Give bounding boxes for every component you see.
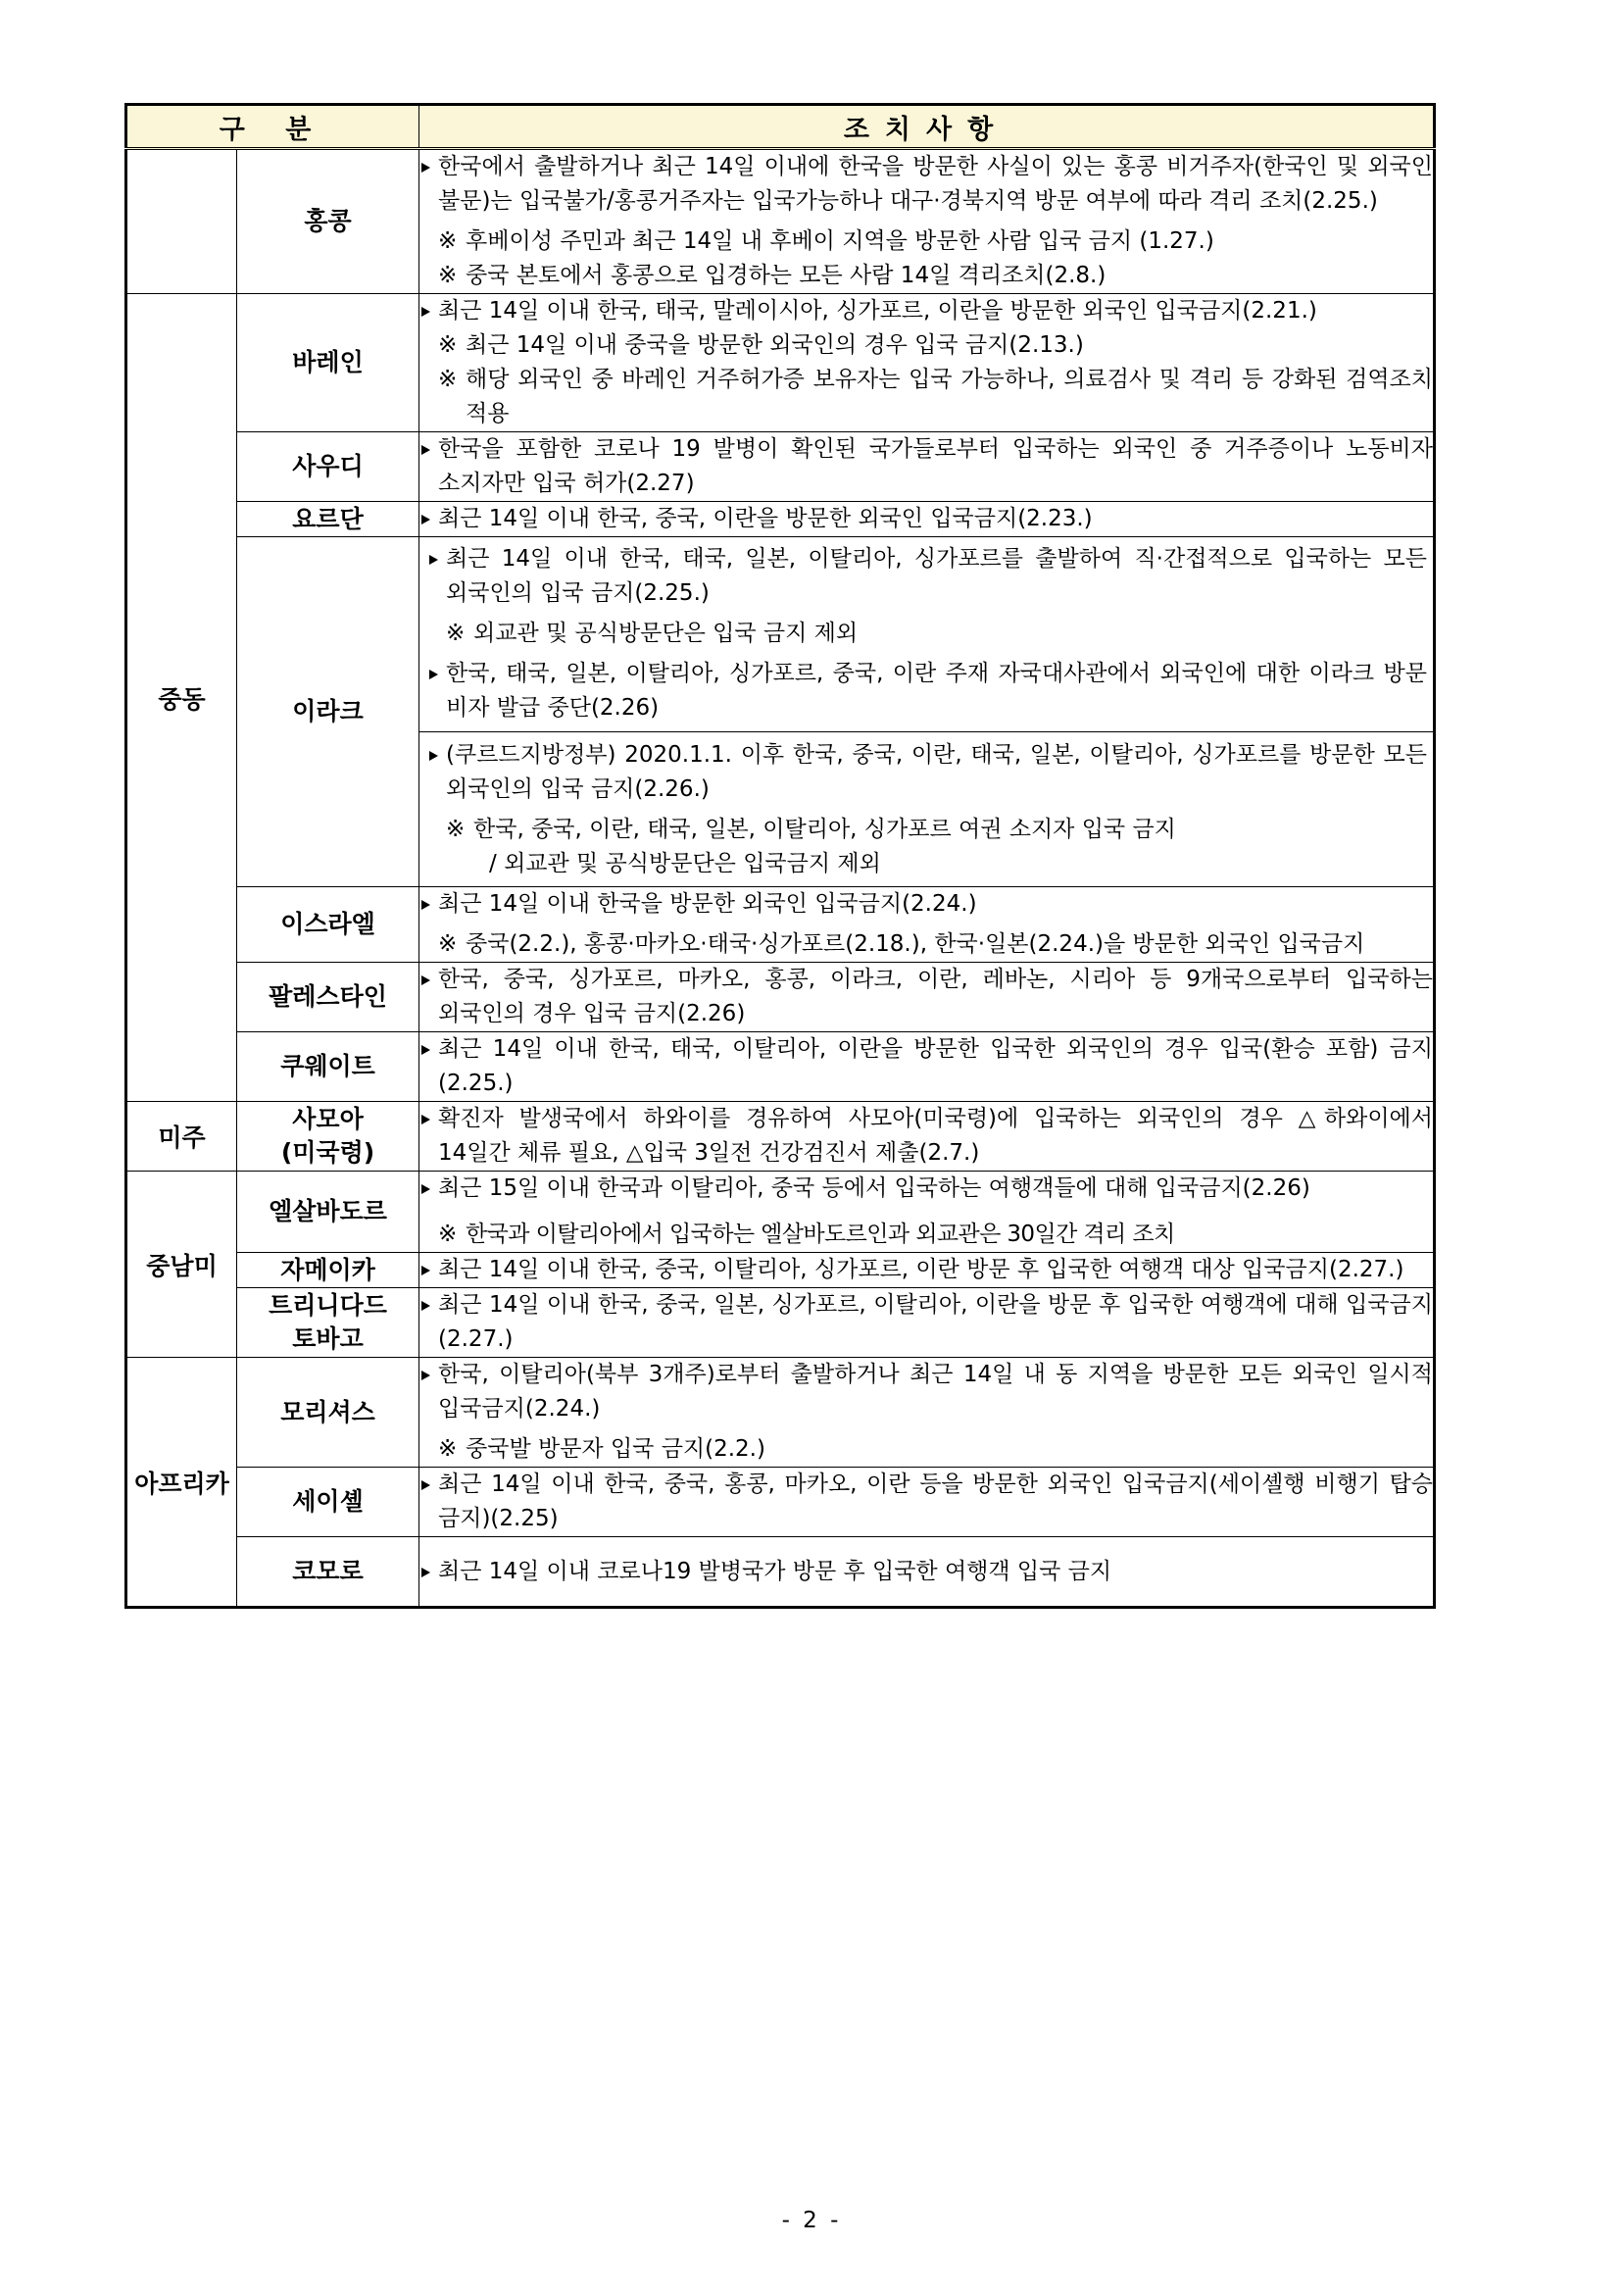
measures-iraq [419,537,1435,887]
note-text: 한국과 이탈리아에서 입국하는 엘살바도르인과 외교관은 30일간 격리 조치 [466,1222,1175,1247]
note-item [427,813,1427,847]
table-header-row [126,105,1435,149]
country-hongkong: 홍콩 [237,149,419,294]
measures-jamaica [419,1253,1435,1288]
note-item [419,328,1433,363]
measures-samoa [419,1102,1435,1172]
region-middle-east: 중동 [126,294,237,1102]
bullet-item: 최근 14일 이내 코로나19 발병국가 방문 후 입국한 여행객 입국 금지 [419,1555,1433,1589]
iraq-kurdistan-block [419,732,1433,886]
note-text: 해당 외국인 중 바레인 거주허가증 보유자는 입국 가능하나, 의료검사 및 격리 등 강화된 검역조치 적용 [466,367,1433,426]
note-mark: ※ [438,1222,457,1247]
note-item [419,1432,1433,1467]
note-mark: ※ [438,1436,458,1462]
note-mark: ※ [446,621,466,646]
note-text: 최근 14일 이내 중국을 방문한 외국인의 경우 입국 금지(2.13.) [466,332,1084,358]
table-row [126,963,1435,1032]
header-division: 구 분 [126,105,419,149]
bullet-item: 최근 14일 이내 한국, 중국, 홍콩, 마카오, 이란 등을 방문한 외국인 입국금지(세이셸행 비행기 탑승 금지)(2.25) [419,1468,1433,1536]
table-row [126,294,1435,432]
note-continuation: / 외교관 및 공식방문단은 입국금지 제외 [489,851,881,876]
table-row [126,502,1435,537]
measures-palestine [419,963,1435,1032]
measures-trinidad-tobago [419,1288,1435,1358]
region-africa: 아프리카 [126,1358,237,1608]
country-israel: 이스라엘 [237,887,419,963]
country-elsalvador: 엘살바도르 [237,1172,419,1253]
country-name-line1: 사모아 [292,1105,364,1133]
country-seychelles: 세이셸 [237,1468,419,1537]
bullet-item: 최근 14일 이내 한국, 중국, 이란을 방문한 외국인 입국금지(2.23.) [419,502,1433,536]
table-row [126,149,1435,294]
bullet-item: 최근 14일 이내 한국을 방문한 외국인 입국금지(2.24.) [419,887,1433,922]
note-text: 한국, 중국, 이란, 태국, 일본, 이탈리아, 싱가포르 여권 소지자 입국 금지 [473,817,1176,842]
country-name-line2: 토바고 [292,1324,364,1353]
table-row [126,537,1435,887]
table-row [126,1358,1435,1468]
country-saudi: 사우디 [237,432,419,502]
bullet-item: 최근 15일 이내 한국과 이탈리아, 중국 등에서 입국하는 여행객들에 대해 입국금지(2.26) [419,1172,1433,1206]
table-row [126,1172,1435,1253]
measures-seychelles [419,1468,1435,1537]
page-number: - 2 - [781,2208,842,2233]
note-item [419,1218,1433,1252]
country-trinidad-tobago [237,1288,419,1358]
bullet-item: 최근 14일 이내 한국, 태국, 말레이시아, 싱가포르, 이란을 방문한 외국인 입국금지(2.21.) [419,294,1433,328]
bullet-item: 최근 14일 이내 한국, 중국, 이탈리아, 싱가포르, 이란 방문 후 입국한 여행객 대상 입국금지(2.27.) [419,1253,1433,1287]
measures-bahrain [419,294,1435,432]
table-row [126,432,1435,502]
note-mark: ※ [446,817,466,842]
country-iraq: 이라크 [237,537,419,887]
note-text: 중국 본토에서 홍콩으로 입경하는 모든 사람 14일 격리조치(2.8.) [466,263,1107,288]
country-name-line1: 트리니다드 [269,1291,387,1320]
note-mark: ※ [438,263,458,288]
country-samoa [237,1102,419,1172]
note-mark: ※ [438,367,458,392]
bullet-item: 한국을 포함한 코로나 19 발병이 확인된 국가들로부터 입국하는 외국인 중 거주증이나 노동비자 소지자만 입국 허가(2.27) [419,432,1433,501]
note-item [419,927,1433,962]
note-text: 외교관 및 공식방문단은 입국 금지 제외 [473,621,859,646]
note-item [419,363,1433,431]
region-latin-america: 중남미 [126,1172,237,1358]
measures-saudi [419,432,1435,502]
table-row [126,1468,1435,1537]
country-kuwait: 쿠웨이트 [237,1032,419,1102]
measures-jordan [419,502,1435,537]
table-row [126,1102,1435,1172]
table-row [126,887,1435,963]
country-comoros: 코모로 [237,1537,419,1608]
bullet-item: 한국, 태국, 일본, 이탈리아, 싱가포르, 중국, 이란 주재 자국대사관에서 외국인에 대한 이라크 방문 비자 발급 중단(2.26) [427,657,1427,725]
measures-table [124,103,1436,1609]
table-row [126,1288,1435,1358]
measures-israel [419,887,1435,963]
bullet-item: 한국, 중국, 싱가포르, 마카오, 홍콩, 이라크, 이란, 레바논, 시리아 등 9개국으로부터 입국하는 외국인의 경우 입국 금지(2.26) [419,963,1433,1031]
bullet-item: (쿠르드지방정부) 2020.1.1. 이후 한국, 중국, 이란, 태국, 일본, 이탈리아, 싱가포르를 방문한 모든 외국인의 입국 금지(2.26.) [427,738,1427,807]
region-americas: 미주 [126,1102,237,1172]
bullet-item: 확진자 발생국에서 하와이를 경유하여 사모아(미국령)에 입국하는 외국인의 경우 △하와이에서 14일간 체류 필요, △입국 3일전 건강검진서 제출(2.7.) [419,1102,1433,1171]
country-jamaica: 자메이카 [237,1253,419,1288]
bullet-item: 최근 14일 이내 한국, 태국, 일본, 이탈리아, 싱가포르를 출발하여 직·간접적으로 입국하는 모든 외국인의 입국 금지(2.25.) [427,542,1427,611]
note-mark: ※ [438,332,458,358]
bullet-item: 최근 14일 이내 한국, 중국, 일본, 싱가포르, 이탈리아, 이란을 방문 후 입국한 여행객에 대해 입국금지(2.27.) [419,1288,1433,1357]
country-palestine: 팔레스타인 [237,963,419,1032]
table-row [126,1537,1435,1608]
measures-elsalvador [419,1172,1435,1253]
bullet-item: 한국, 이탈리아(북부 3개주)로부터 출발하거나 최근 14일 내 동 지역을 방문한 모든 외국인 일시적 입국금지(2.24.) [419,1358,1433,1426]
note-item [419,225,1433,259]
measures-comoros [419,1537,1435,1608]
country-name-line2: (미국령) [280,1138,375,1167]
region-cell-empty [126,149,237,294]
note-item [427,617,1427,651]
table-row [126,1253,1435,1288]
note-mark: ※ [438,931,458,957]
bullet-item: 한국에서 출발하거나 최근 14일 이내에 한국을 방문한 사실이 있는 홍콩 비거주자(한국인 및 외국인 불문)는 입국불가/홍콩거주자는 입국가능하나 대구·경북지역 방문 여부에 따라 격리 조치(2.25.) [419,150,1433,219]
note-text: 후베이성 주민과 최근 14일 내 후베이 지역을 방문한 사람 입국 금지 (1.27.) [466,228,1214,254]
measures-kuwait [419,1032,1435,1102]
note-text: 중국(2.2.), 홍콩·마카오·태국·싱가포르(2.18.), 한국·일본(2.24.)을 방문한 외국인 입국금지 [466,931,1365,957]
country-mauritius: 모리셔스 [237,1358,419,1468]
header-measures: 조치사항 [419,105,1435,149]
note-text: 중국발 방문자 입국 금지(2.2.) [466,1436,765,1462]
note-mark: ※ [438,228,458,254]
measures-mauritius [419,1358,1435,1468]
note-item [419,259,1433,293]
table-row [126,1032,1435,1102]
measures-hongkong [419,149,1435,294]
country-bahrain: 바레인 [237,294,419,432]
country-jordan: 요르단 [237,502,419,537]
iraq-federal-block [419,537,1433,732]
bullet-item: 최근 14일 이내 한국, 태국, 이탈리아, 이란을 방문한 입국한 외국인의 경우 입국(환승 포함) 금지(2.25.) [419,1032,1433,1101]
